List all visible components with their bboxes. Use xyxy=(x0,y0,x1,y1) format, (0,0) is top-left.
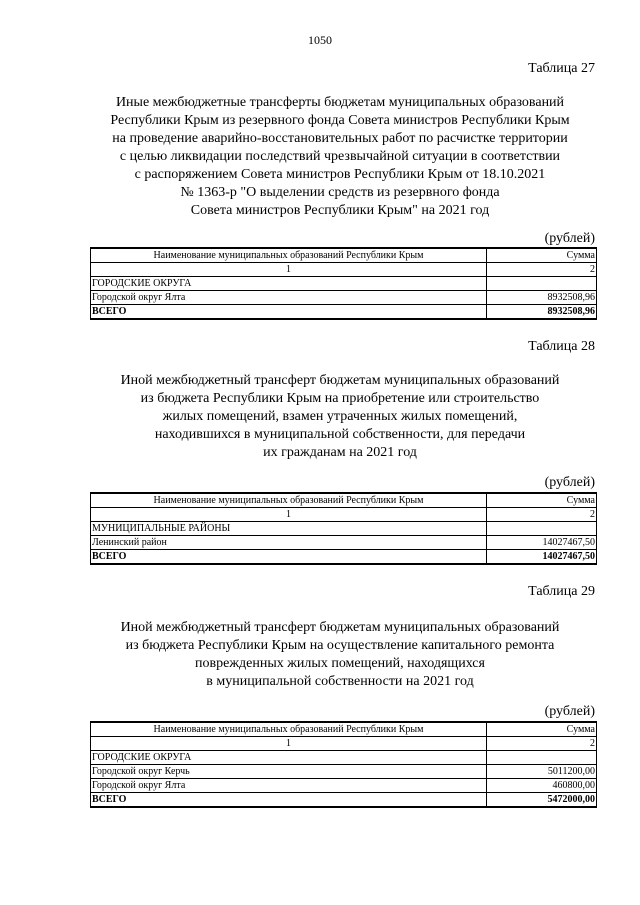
title-line: поврежденных жилых помещений, находящихся xyxy=(195,656,485,671)
table-header-row xyxy=(91,493,597,508)
title-line: Иной межбюджетный трансферт бюджетам муниципальных образований xyxy=(120,620,560,635)
col-header-name: Наименование муниципальных образований Республики Крым xyxy=(91,722,487,737)
group-label: МУНИЦИПАЛЬНЫЕ РАЙОНЫ xyxy=(91,522,487,536)
title-line: из бюджета Республики Крым на приобретение или строительство xyxy=(140,391,540,406)
title-line: Иные межбюджетные трансферты бюджетам муниципальных образований xyxy=(115,95,565,110)
table-29-title xyxy=(70,619,610,691)
col-number: 2 xyxy=(487,737,597,751)
column-number-row xyxy=(91,508,597,522)
table-29 xyxy=(90,721,597,808)
total-amount: 5472000,00 xyxy=(487,793,597,808)
table-27-units: (рублей) xyxy=(544,231,595,246)
col-number: 1 xyxy=(91,737,487,751)
table-row xyxy=(91,291,597,305)
title-line: Совета министров Республики Крым" на 2021 год xyxy=(190,203,490,218)
table-28-units: (рублей) xyxy=(544,475,595,490)
title-line: из бюджета Республики Крым на осуществление капитального ремонта xyxy=(125,638,555,653)
total-label: ВСЕГО xyxy=(91,305,487,320)
table-29-units: (рублей) xyxy=(544,704,595,719)
group-amount-empty xyxy=(487,277,597,291)
table-row xyxy=(91,536,597,550)
col-number: 1 xyxy=(91,263,487,277)
title-line: Иной межбюджетный трансферт бюджетам муниципальных образований xyxy=(120,373,560,388)
row-name: Городской округ Ялта xyxy=(91,779,487,793)
col-number: 2 xyxy=(487,508,597,522)
table-28 xyxy=(90,492,597,565)
total-row xyxy=(91,793,597,808)
total-row xyxy=(91,550,597,565)
table-row xyxy=(91,779,597,793)
col-header-amount: Сумма xyxy=(487,248,597,263)
title-line: на проведение аварийно-восстановительных работ по расчистке территории xyxy=(112,131,568,146)
table-29-label: Таблица 29 xyxy=(528,584,595,599)
row-amount: 5011200,00 xyxy=(487,765,597,779)
table-header-row xyxy=(91,248,597,263)
group-label: ГОРОДСКИЕ ОКРУГА xyxy=(91,751,487,765)
title-line: № 1363-р "О выделении средств из резервного фонда xyxy=(180,185,500,200)
group-row xyxy=(91,522,597,536)
total-label: ВСЕГО xyxy=(91,793,487,808)
row-name: Городской округ Ялта xyxy=(91,291,487,305)
col-header-amount: Сумма xyxy=(487,722,597,737)
column-number-row xyxy=(91,263,597,277)
table-header-row xyxy=(91,722,597,737)
title-line: находившихся в муниципальной собственности, для передачи xyxy=(154,427,526,442)
table-28-label: Таблица 28 xyxy=(528,339,595,354)
table-27-title xyxy=(70,94,610,220)
group-label: ГОРОДСКИЕ ОКРУГА xyxy=(91,277,487,291)
page-number: 1050 xyxy=(308,33,332,47)
row-amount: 8932508,96 xyxy=(487,291,597,305)
col-header-name: Наименование муниципальных образований Республики Крым xyxy=(91,248,487,263)
title-line: с распоряжением Совета министров Республики Крым от 18.10.2021 xyxy=(134,167,546,182)
group-amount-empty xyxy=(487,522,597,536)
col-number: 2 xyxy=(487,263,597,277)
total-label: ВСЕГО xyxy=(91,550,487,565)
title-line: Республики Крым из резервного фонда Совета министров Республики Крым xyxy=(110,113,570,128)
title-line: в муниципальной собственности на 2021 год xyxy=(206,674,474,689)
row-amount: 460800,00 xyxy=(487,779,597,793)
group-row xyxy=(91,277,597,291)
column-number-row xyxy=(91,737,597,751)
total-row xyxy=(91,305,597,320)
table-27 xyxy=(90,247,597,320)
table-row xyxy=(91,765,597,779)
title-line: с целью ликвидации последствий чрезвычайной ситуации в соответствии xyxy=(119,149,561,164)
col-header-name: Наименование муниципальных образований Республики Крым xyxy=(91,493,487,508)
row-name: Ленинский район xyxy=(91,536,487,550)
table-27-label: Таблица 27 xyxy=(528,61,595,76)
total-amount: 8932508,96 xyxy=(487,305,597,320)
col-number: 1 xyxy=(91,508,487,522)
total-amount: 14027467,50 xyxy=(487,550,597,565)
row-name: Городской округ Керчь xyxy=(91,765,487,779)
table-28-title xyxy=(70,372,610,462)
col-header-amount: Сумма xyxy=(487,493,597,508)
row-amount: 14027467,50 xyxy=(487,536,597,550)
group-amount-empty xyxy=(487,751,597,765)
group-row xyxy=(91,751,597,765)
title-line: их гражданам на 2021 год xyxy=(263,445,417,460)
title-line: жилых помещений, взамен утраченных жилых помещений, xyxy=(162,409,518,424)
